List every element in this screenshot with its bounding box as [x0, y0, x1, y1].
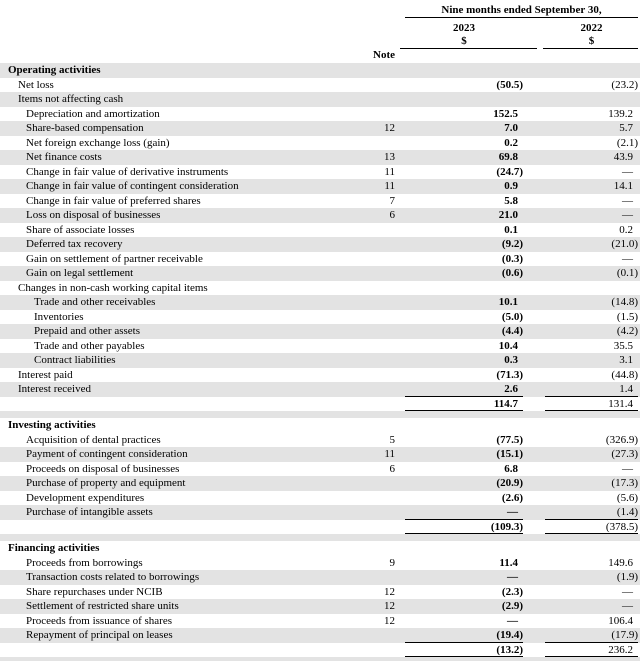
table-row: [0, 476, 640, 491]
value-2022: (5.6): [616, 491, 638, 504]
currency-symbol-2023: $: [461, 35, 467, 47]
column-header-2022: 2022: [580, 22, 603, 34]
value-2023: (24.7): [496, 165, 523, 178]
table-row: [0, 433, 640, 448]
row-label: [7, 397, 357, 412]
table-row: [0, 353, 640, 368]
value-2023: [405, 418, 523, 433]
row-label: Development expenditures: [26, 491, 145, 504]
table-row: [0, 520, 640, 535]
value-2022: [545, 411, 638, 418]
value-2023: (2.9): [501, 600, 523, 612]
value-2022: (378.5): [545, 520, 638, 535]
value-2022: [545, 418, 638, 433]
table-row: [0, 505, 640, 520]
row-note: [357, 223, 395, 238]
value-2022: —: [622, 194, 633, 207]
row-note: [357, 643, 395, 658]
row-note: [357, 520, 395, 535]
value-2022: (0.1): [616, 267, 638, 279]
row-note: [357, 107, 395, 122]
row-label: Inventories: [34, 310, 84, 323]
value-2023: 21.0: [498, 209, 518, 221]
table-row: [0, 295, 640, 310]
row-note: [357, 252, 395, 267]
table-row: [0, 107, 640, 122]
value-2022: [545, 534, 638, 541]
row-note: [357, 353, 395, 368]
row-label: [7, 643, 357, 658]
value-2022: 5.7: [619, 122, 633, 134]
table-row: [0, 657, 640, 661]
column-header-2023: 2023: [453, 22, 475, 34]
row-label: Net foreign exchange loss (gain): [26, 136, 170, 149]
value-2023: 10.1: [498, 296, 518, 308]
value-2023: 0.1: [504, 223, 518, 236]
value-2023: 11.4: [499, 556, 518, 569]
table-row: [0, 418, 640, 433]
row-label: Interest paid: [18, 368, 73, 381]
row-label: Depreciation and amortization: [26, 107, 160, 120]
table-row: [0, 462, 640, 477]
value-2022: (1.5): [616, 310, 638, 323]
row-label: Items not affecting cash: [18, 93, 124, 105]
value-2022: —: [622, 600, 633, 612]
value-2022: 14.1: [613, 180, 633, 192]
value-2022: 131.4: [545, 397, 638, 412]
value-2022: 149.6: [608, 556, 633, 569]
table-row: [0, 92, 640, 107]
row-note: [357, 628, 395, 643]
row-label: [7, 534, 357, 541]
table-row: [0, 310, 640, 325]
table-row: [0, 491, 640, 506]
row-note: 7: [389, 194, 395, 207]
table-row: [0, 382, 640, 397]
row-note: [357, 570, 395, 585]
value-2022: 0.2: [619, 223, 633, 236]
row-note: [357, 136, 395, 151]
value-2022: 139.2: [608, 107, 633, 120]
table-row: [0, 165, 640, 180]
row-label: Payment of contingent consideration: [26, 448, 188, 460]
value-2023: (50.5): [496, 78, 523, 91]
row-note: [357, 418, 395, 433]
row-note: [357, 281, 395, 296]
value-2022: (326.9): [605, 433, 638, 446]
row-label: Change in fair value of derivative instruments: [26, 165, 229, 178]
table-row: [0, 339, 640, 354]
row-label: Settlement of restricted share units: [26, 600, 179, 612]
row-label: Operating activities: [8, 64, 101, 76]
table-column-header: [0, 0, 640, 63]
row-note: [357, 397, 395, 412]
value-2023: 152.5: [493, 107, 518, 120]
table-row: [0, 643, 640, 658]
row-label: Proceeds from issuance of shares: [26, 614, 173, 627]
row-label: Trade and other payables: [34, 339, 145, 352]
row-note: [357, 505, 395, 520]
table-row: [0, 237, 640, 252]
table-row: [0, 628, 640, 643]
value-2022: 3.1: [619, 354, 633, 366]
table-row: [0, 447, 640, 462]
value-2023: —: [507, 571, 518, 583]
value-2022: 43.9: [613, 151, 633, 163]
row-note: [357, 63, 395, 78]
value-2022: —: [622, 165, 633, 178]
value-2022: —: [622, 462, 633, 475]
value-2023: (13.2): [405, 643, 523, 658]
row-label: Loss on disposal of businesses: [26, 209, 161, 221]
value-2022: [545, 63, 638, 78]
row-note: [357, 295, 395, 310]
row-note: 12: [384, 614, 395, 627]
row-label: Gain on legal settlement: [26, 267, 134, 279]
row-label: Proceeds on disposal of businesses: [26, 462, 180, 475]
row-label: Transaction costs related to borrowings: [26, 571, 200, 583]
table-row: [0, 179, 640, 194]
value-2023: (0.6): [501, 267, 523, 279]
table-row: [0, 223, 640, 238]
value-2023: [405, 534, 523, 541]
row-note: [357, 92, 395, 107]
row-label: Net finance costs: [26, 151, 102, 163]
row-note: [357, 324, 395, 339]
row-label: [7, 657, 357, 661]
value-2023: (109.3): [405, 520, 523, 535]
table-row: [0, 570, 640, 585]
value-2023: [405, 63, 523, 78]
row-label: Trade and other receivables: [34, 296, 156, 308]
table-row: [0, 78, 640, 93]
row-note: [357, 310, 395, 325]
table-row: [0, 368, 640, 383]
row-label: Acquisition of dental practices: [26, 433, 161, 446]
table-row: [0, 541, 640, 556]
table-row: [0, 121, 640, 136]
table-row: [0, 150, 640, 165]
row-label: Gain on settlement of partner receivable: [26, 252, 203, 265]
row-note: 9: [389, 556, 395, 569]
value-2022: (44.8): [611, 368, 638, 381]
row-label: [7, 411, 357, 418]
value-2023: (77.5): [496, 433, 523, 446]
value-2022: (27.3): [611, 448, 638, 460]
row-note: [357, 368, 395, 383]
value-2023: 10.4: [498, 339, 518, 352]
table-row: [0, 266, 640, 281]
value-2022: —: [622, 585, 633, 598]
value-2022: (2.1): [616, 136, 638, 149]
value-2023: (19.4): [405, 628, 523, 643]
row-label: Prepaid and other assets: [34, 325, 140, 337]
value-2023: [405, 411, 523, 418]
table-row: [0, 614, 640, 629]
value-2023: —: [507, 614, 518, 627]
row-note: [357, 266, 395, 281]
row-label: Proceeds from borrowings: [26, 556, 143, 569]
table-row: [0, 281, 640, 296]
row-note: [357, 476, 395, 491]
value-2023: [405, 657, 523, 661]
row-label: Investing activities: [8, 419, 96, 431]
value-2022: (4.2): [616, 325, 638, 337]
row-note: 6: [389, 462, 395, 475]
value-2023: (0.3): [501, 252, 523, 265]
table-row: [0, 252, 640, 267]
row-note: 6: [389, 209, 395, 221]
value-2022: 1.4: [545, 382, 638, 397]
value-2023: (71.3): [496, 368, 523, 381]
row-label: Net loss: [18, 78, 54, 91]
currency-symbol-2022: $: [588, 35, 595, 47]
table-row: [0, 556, 640, 571]
value-2023: 6.8: [504, 462, 518, 475]
value-2023: 0.3: [504, 354, 518, 366]
row-label: Share repurchases under NCIB: [26, 585, 163, 598]
value-2023: (4.4): [501, 325, 523, 337]
row-note: [357, 237, 395, 252]
value-2022: 35.5: [613, 339, 633, 352]
value-2023: (2.6): [501, 491, 523, 504]
value-2023: 69.8: [498, 151, 518, 163]
value-2023: 7.0: [504, 122, 518, 134]
value-2023: 0.9: [504, 180, 518, 192]
row-label: Change in fair value of preferred shares: [26, 194, 201, 207]
row-note: [357, 339, 395, 354]
table-row: [0, 136, 640, 151]
row-label: [7, 520, 357, 535]
row-label: Share-based compensation: [26, 122, 144, 134]
row-note: 12: [384, 122, 395, 134]
value-2022: (23.2): [611, 78, 638, 91]
row-label: Financing activities: [8, 542, 100, 554]
value-2022: [545, 92, 638, 107]
value-2022: (21.0): [611, 238, 638, 250]
table-body: [0, 63, 640, 661]
row-label: Purchase of intangible assets: [26, 506, 153, 518]
table-row: [0, 324, 640, 339]
value-2022: (1.9): [616, 571, 638, 583]
table-row: [0, 411, 640, 418]
row-note: 5: [389, 433, 395, 446]
value-2023: 114.7: [405, 397, 523, 412]
value-2022: [545, 541, 638, 556]
value-2023: (20.9): [496, 477, 523, 489]
table-row: [0, 397, 640, 412]
table-row: [0, 534, 640, 541]
row-note: [357, 411, 395, 418]
value-2023: 5.8: [504, 194, 518, 207]
table-row: [0, 208, 640, 223]
column-rule-2022: [543, 48, 638, 49]
table-row: [0, 599, 640, 614]
row-label: Purchase of property and equipment: [26, 477, 186, 489]
table-row: [0, 194, 640, 209]
row-note: 12: [384, 600, 395, 612]
value-2022: (17.9): [545, 628, 638, 643]
row-note: [357, 78, 395, 93]
value-2022: (17.3): [611, 477, 638, 489]
value-2023: [405, 281, 523, 296]
value-2023: (2.3): [501, 585, 523, 598]
row-label: Repayment of principal on leases: [26, 629, 173, 641]
table-row: [0, 63, 640, 78]
value-2023: 0.2: [504, 136, 518, 149]
value-2023: (9.2): [501, 238, 523, 250]
value-2023: —: [405, 505, 523, 520]
value-2022: —: [622, 209, 633, 221]
row-label: Share of associate losses: [26, 223, 135, 236]
value-2022: 236.2: [545, 643, 638, 658]
value-2023: [405, 541, 523, 556]
value-2022: [545, 281, 638, 296]
value-2023: (5.0): [501, 310, 523, 323]
row-note: 11: [384, 448, 395, 460]
value-2023: [405, 92, 523, 107]
value-2022: 106.4: [608, 614, 633, 627]
period-heading: Nine months ended September 30,: [405, 4, 638, 18]
row-note: 12: [384, 585, 395, 598]
value-2022: (14.8): [611, 296, 638, 308]
row-note: 11: [384, 165, 395, 178]
row-label: Change in fair value of contingent consideration: [26, 180, 239, 192]
value-2023: (15.1): [496, 448, 523, 460]
row-note: [357, 657, 395, 661]
row-label: Deferred tax recovery: [26, 238, 123, 250]
row-note: [357, 534, 395, 541]
row-note: [357, 491, 395, 506]
value-2022: [545, 657, 638, 661]
value-2023: 2.6: [405, 382, 523, 397]
note-column-header: Note: [373, 49, 395, 61]
table-row: [0, 585, 640, 600]
row-note: 13: [384, 151, 395, 163]
value-2022: (1.4): [545, 505, 638, 520]
value-2022: —: [622, 252, 633, 265]
row-note: [357, 541, 395, 556]
row-label: Contract liabilities: [34, 354, 116, 366]
row-label: Interest received: [18, 383, 91, 395]
row-label: Changes in non-cash working capital items: [18, 281, 208, 294]
row-note: 11: [384, 180, 395, 192]
row-note: [357, 382, 395, 397]
column-rule-2023: [400, 48, 537, 49]
